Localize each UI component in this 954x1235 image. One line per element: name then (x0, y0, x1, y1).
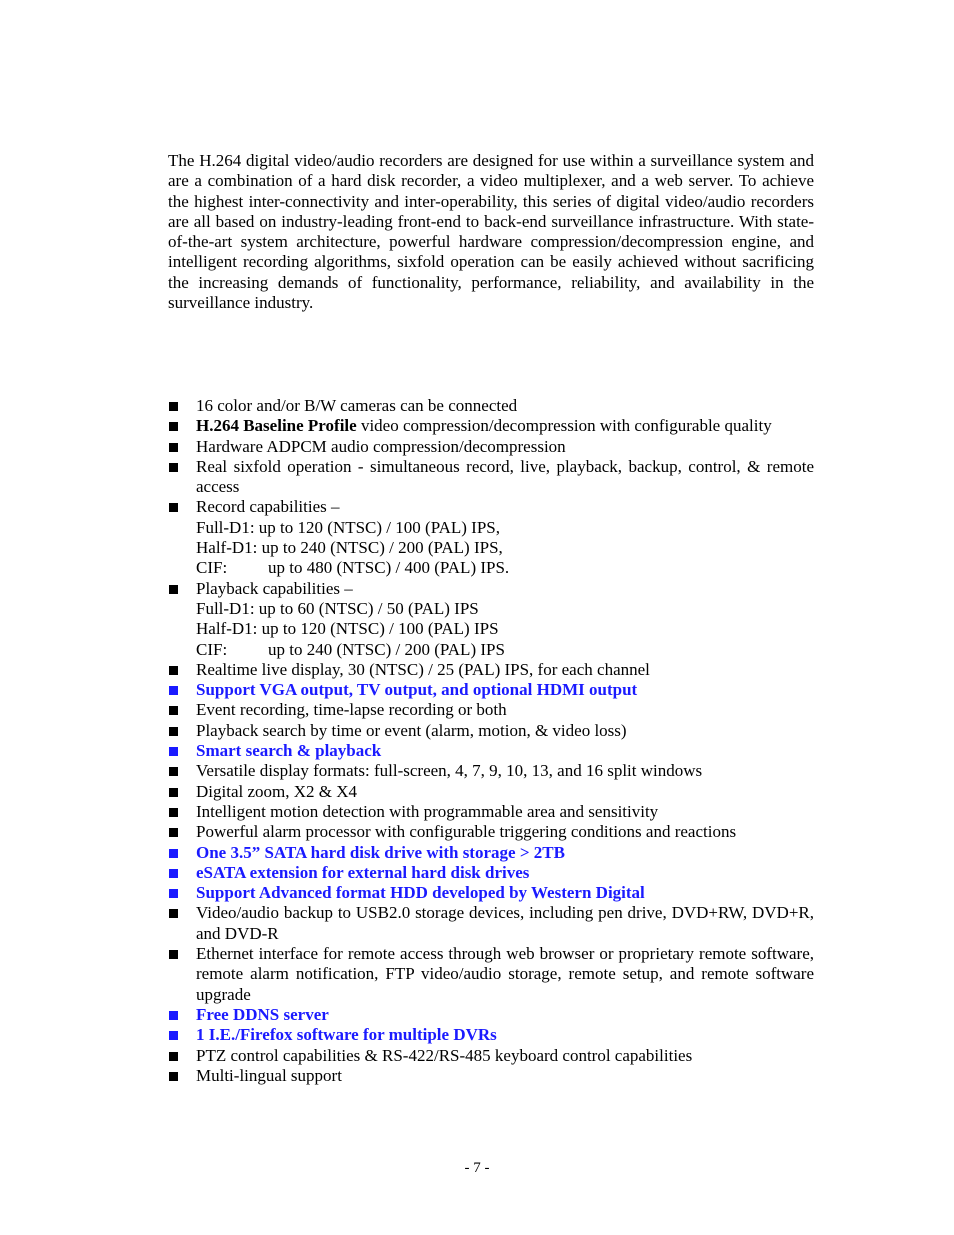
list-item (168, 782, 814, 802)
list-item (168, 497, 814, 578)
list-item-highlighted (168, 883, 814, 903)
list-item (168, 396, 814, 416)
cif-label: CIF: (196, 558, 228, 578)
feature-list (168, 396, 814, 1086)
list-item-highlighted (168, 843, 814, 863)
list-item-highlighted (168, 741, 814, 761)
list-item (168, 903, 814, 944)
feature-text: Hardware ADPCM audio compression/decompression (196, 436, 566, 456)
cif-label: CIF: (196, 639, 228, 659)
list-item (168, 416, 814, 436)
feature-text: eSATA extension for external hard disk drives (196, 862, 530, 882)
feature-text: Support VGA output, TV output, and optional HDMI output (196, 680, 638, 700)
feature-subline: Half-D1: up to 240 (NTSC) / 200 (PAL) IPS, (196, 538, 503, 558)
feature-text: Ethernet interface for remote access through web browser or proprietary remote software, remote alarm notification, FTP video/audio storage, remote setup, and remote software upgrade (196, 944, 814, 1004)
list-item (168, 1066, 814, 1086)
intro-paragraph: The H.264 digital video/audio recorders are designed for use within a surveillance system and are a combination of a hard disk recorder, a video multiplexer, and a web server. To achieve the highest inter-connectivity and inter-operability, this series of digital video/audio recorders are all based on industry-leading front-end to back-end surveillance infrastructure. With state-of-the-art system architecture, powerful hardware compression/decompression engine, and intelligent recording algorithms, sixfold operation can be easily achieved without sacrificing the increasing demands of functionality, performance, reliability, and availability in the surveillance industry. (168, 151, 814, 313)
feature-text: Smart search & playback (196, 741, 382, 761)
feature-text: Playback capabilities – (196, 578, 353, 598)
feature-text: One 3.5” SATA hard disk drive with storage > 2TB (196, 842, 565, 862)
cif-value: up to 240 (NTSC) / 200 (PAL) IPS (268, 639, 505, 659)
list-item (168, 437, 814, 457)
feature-bold-text: H.264 Baseline Profile (196, 416, 357, 436)
feature-text: Versatile display formats: full-screen, 4, 7, 9, 10, 13, and 16 split windows (196, 761, 703, 781)
list-item (168, 822, 814, 842)
list-item-highlighted (168, 863, 814, 883)
list-item (168, 579, 814, 660)
feature-text: Powerful alarm processor with configurable triggering conditions and reactions (196, 822, 737, 842)
list-item (168, 457, 814, 498)
list-item (168, 1046, 814, 1066)
feature-subline (196, 640, 814, 660)
feature-text: 16 color and/or B/W cameras can be connected (196, 396, 518, 415)
feature-text: Digital zoom, X2 & X4 (196, 781, 358, 801)
list-item-highlighted (168, 1025, 814, 1045)
feature-subline: Full-D1: up to 120 (NTSC) / 100 (PAL) IPS, (196, 517, 500, 537)
cif-value: up to 480 (NTSC) / 400 (PAL) IPS. (268, 558, 510, 578)
feature-text: Multi-lingual support (196, 1065, 342, 1085)
feature-text: Playback search by time or event (alarm, motion, & video loss) (196, 720, 627, 740)
list-item (168, 700, 814, 720)
list-item (168, 944, 814, 1005)
page-number: - 7 - (464, 1160, 490, 1176)
list-item-highlighted (168, 680, 814, 700)
feature-text: Video/audio backup to USB2.0 storage devices, including pen drive, DVD+RW, DVD+R, and DVD-R (196, 903, 814, 943)
list-item-highlighted (168, 1005, 814, 1025)
feature-text: Real sixfold operation - simultaneous record, live, playback, backup, control, & remote access (196, 456, 814, 497)
feature-text: PTZ control capabilities & RS-422/RS-485 keyboard control capabilities (196, 1045, 693, 1065)
feature-text: Realtime live display, 30 (NTSC) / 25 (PAL) IPS, for each channel (196, 659, 650, 679)
feature-subline (196, 558, 814, 578)
feature-text: Support Advanced format HDD developed by Western Digital (196, 883, 645, 903)
feature-text: 1 I.E./Firefox software for multiple DVRs (196, 1025, 497, 1045)
feature-text: Free DDNS server (196, 1004, 329, 1024)
feature-text: Event recording, time-lapse recording or both (196, 700, 507, 720)
feature-subline: Half-D1: up to 120 (NTSC) / 100 (PAL) IPS (196, 619, 499, 639)
list-item (168, 802, 814, 822)
feature-text: Intelligent motion detection with programmable area and sensitivity (196, 801, 659, 821)
feature-subline: Full-D1: up to 60 (NTSC) / 50 (PAL) IPS (196, 598, 479, 618)
list-item (168, 660, 814, 680)
feature-text: Record capabilities – (196, 497, 340, 517)
feature-text: video compression/decompression with configurable quality (356, 416, 772, 436)
list-item (168, 761, 814, 781)
list-item (168, 721, 814, 741)
